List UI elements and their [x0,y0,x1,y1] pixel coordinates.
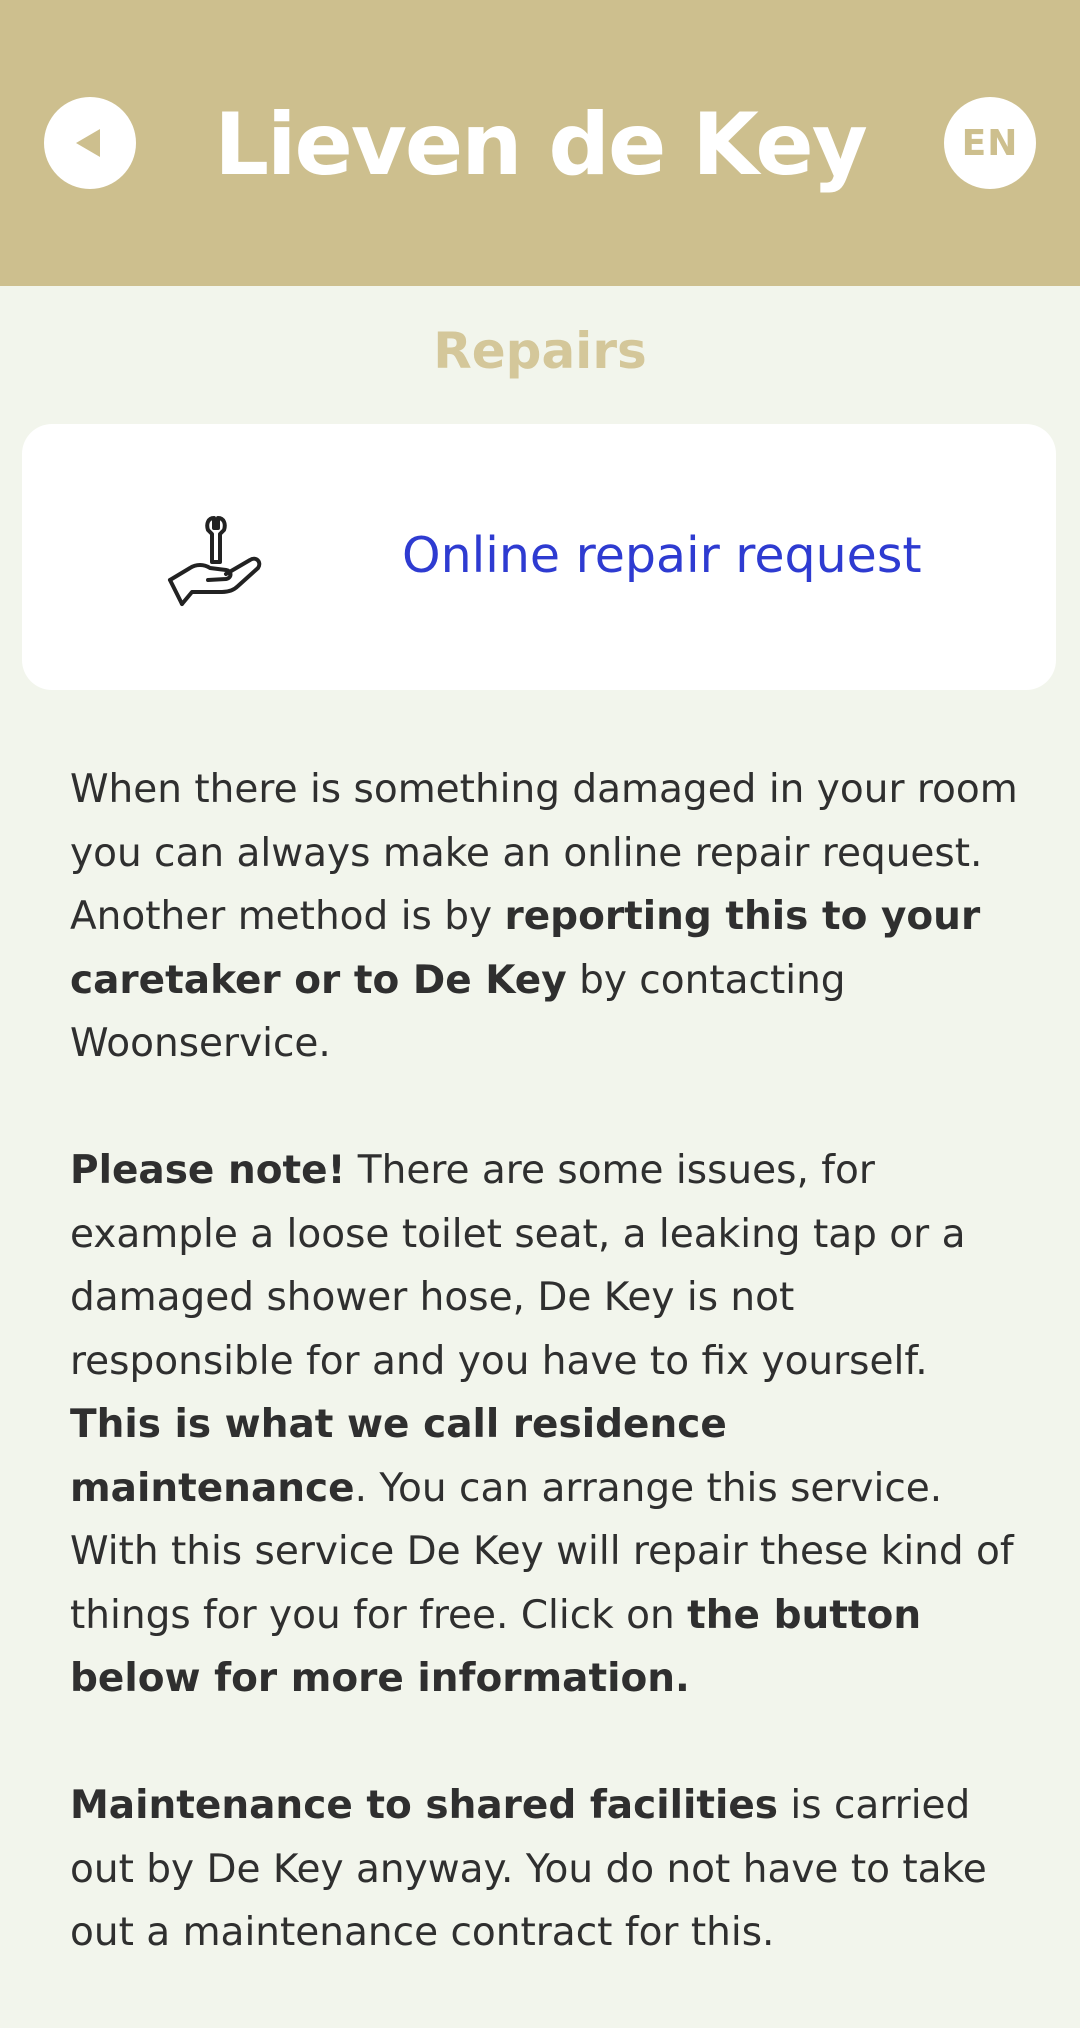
app-header [0,0,1080,286]
online-repair-request-card[interactable] [22,424,1056,690]
online-repair-request-link[interactable]: Online repair request [402,527,922,584]
hand-wrench-icon [162,510,272,610]
back-button[interactable] [44,97,136,189]
repairs-info-text [70,758,1030,2028]
language-button[interactable]: EN [944,97,1036,189]
page-title: Repairs [433,322,647,380]
info-paragraph-2: Please note! There are some issues, for example a loose toilet seat, a leaking tap or a damaged shower hose, De Key is not responsible for and you have to fix yourself. This is what we call residence maintenance. You can arrange this service. With this service De Key will repair these kind of things for you for free. Click on the button below for more information. [70,1148,1014,1701]
brand-logo: Lieven de Key [214,95,866,195]
back-arrow-icon [70,123,110,163]
info-paragraph-3: Maintenance to shared facilities is carried out by De Key anyway. You do not have to take out a maintenance contract for this. [70,1783,987,1955]
info-paragraph-1: When there is something damaged in your room you can always make an online repair request. Another method is by reporting this to your caretaker or to De Key by contacting Woonservice. [70,767,1018,1066]
